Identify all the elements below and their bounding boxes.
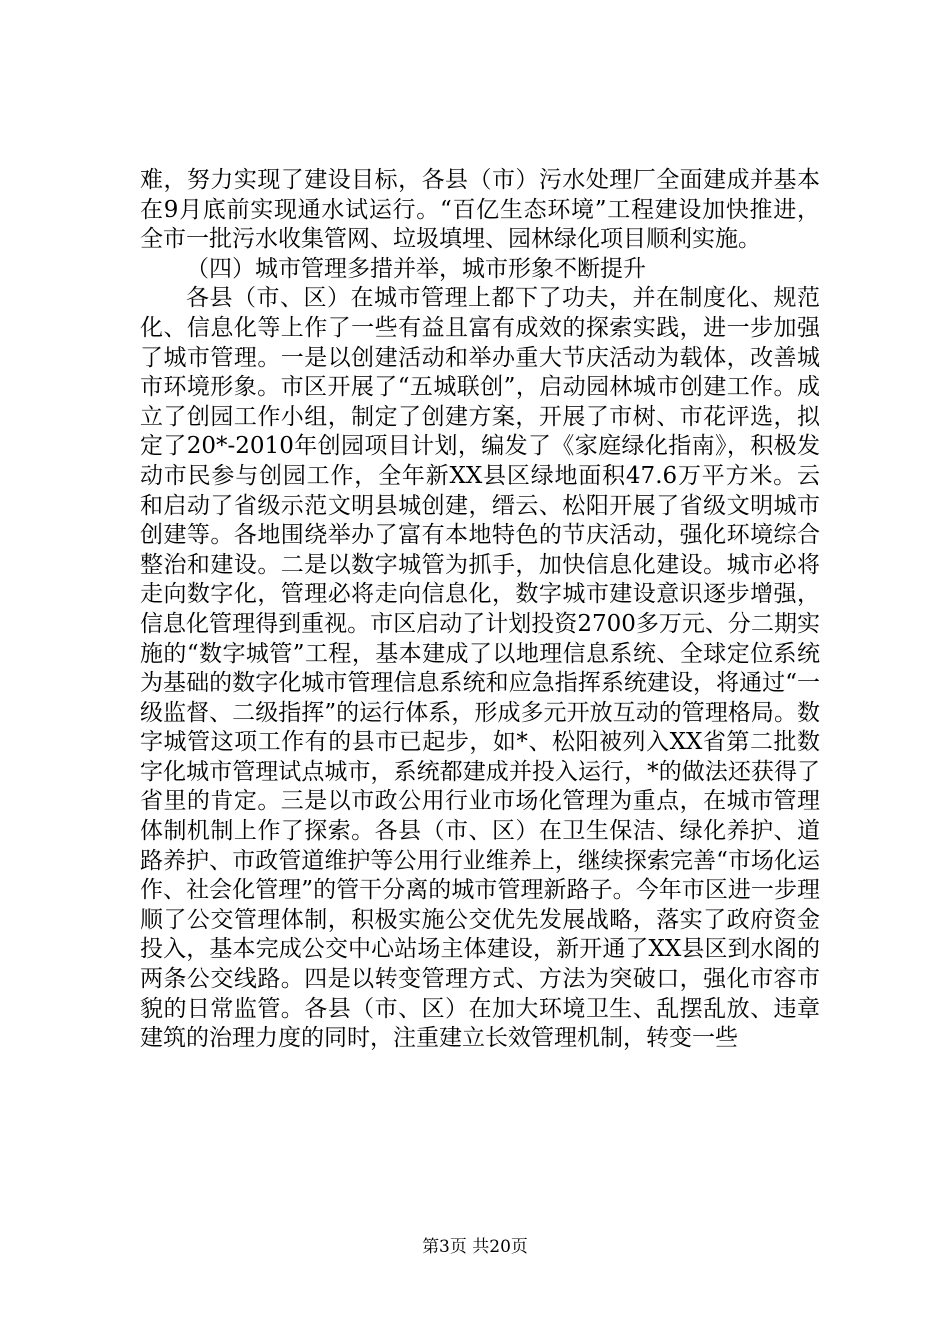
document-body (140, 166, 820, 1054)
page-number: 第3页 共20页 (422, 1237, 528, 1257)
section-heading: （四）城市管理多措并举，城市形象不断提升 (186, 255, 646, 282)
continuation-paragraph: 难，努力实现了建设目标，各县（市）污水处理厂全面建成并基本在9月底前实现通水试运行。“百亿生态环境”工程建设加快推进，全市一批污水收集管网、垃圾填埋、园林绿化项目顺利实施。 (140, 167, 820, 253)
page-footer (0, 1236, 950, 1258)
body-paragraph: 各县（市、区）在城市管理上都下了功夫，并在制度化、规范化、信息化等上作了一些有益且富有成效的探索实践，进一步加强了城市管理。一是以创建活动和举办重大节庆活动为载体，改善城市环境形象。市区开展了“五城联创”，启动园林城市创建工作。成立了创园工作小组，制定了创建方案，开展了市树、市花评选，拟定了20*-2010年创园项目计划，编发了《家庭绿化指南》，积极发动市民参与创园工作，全年新XX县区绿地面积47.6万平方米。云和启动了省级示范文明县城创建，缙云、松阳开展了省级文明城市创建等。各地围绕举办了富有本地特色的节庆活动，强化环境综合整治和建设。二是以数字城管为抓手，加快信息化建设。城市必将走向数字化，管理必将走向信息化，数字城市建设意识逐步增强，信息化管理得到重视。市区启动了计划投资2700多万元、分二期实施的“数字城管”工程，基本建成了以地理信息系统、全球定位系统为基础的数字化城市管理信息系统和应急指挥系统建设，将通过“一级监督、二级指挥”的运行体系，形成多元开放互动的管理格局。数字城管这项工作有的县市已起步，如*、松阳被列入XX省第二批数字化城市管理试点城市，系统都建成并投入运行，*的做法还获得了省里的肯定。三是以市政公用行业市场化管理为重点，在城市管理体制机制上作了探索。各县（市、区）在卫生保洁、绿化养护、道路养护、市政管道维护等公用行业维养上，继续探索完善“市场化运作、社会化管理”的管干分离的城市管理新路子。今年市区进一步理顺了公交管理体制，积极实施公交优先发展战略，落实了政府资金投入，基本完成公交中心站场主体建设，新开通了XX县区到水阁的两条公交线路。四是以转变管理方式、方法为突破口，强化市容市貌的日常监管。各县（市、区）在加大环境卫生、乱摆乱放、违章建筑的治理力度的同时，注重建立长效管理机制，转变一些 (140, 285, 820, 1052)
